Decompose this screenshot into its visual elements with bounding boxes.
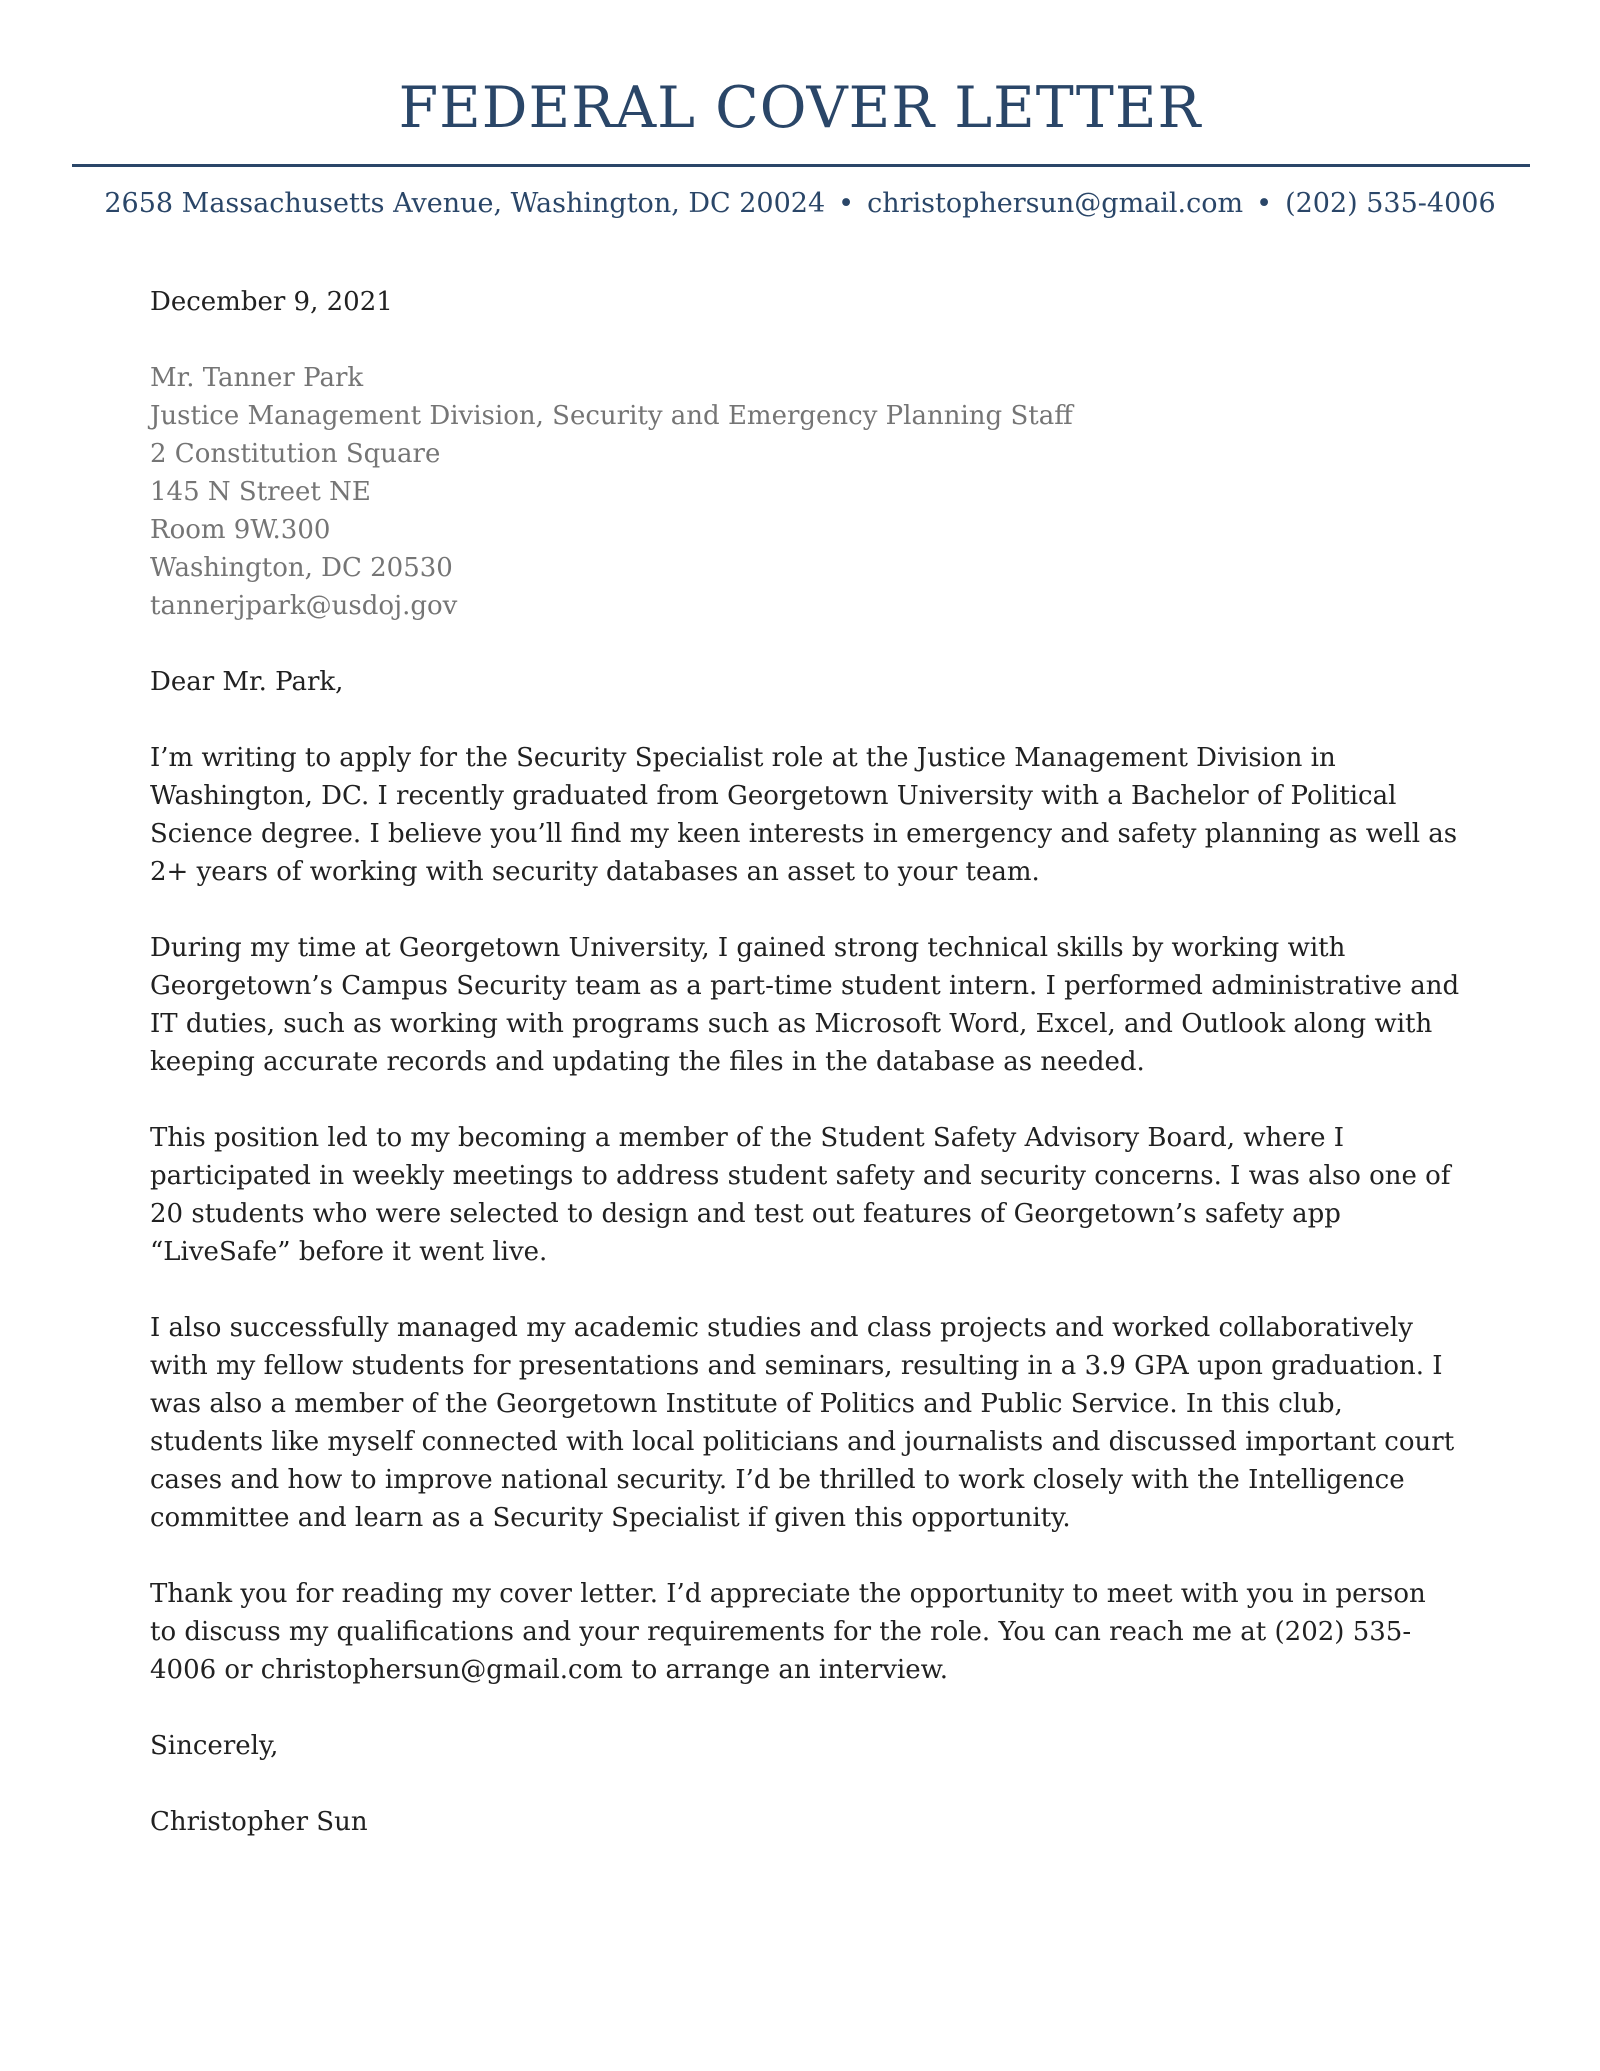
contact-info-line (0, 185, 1600, 223)
contact-email: christophersun@gmail.com (867, 188, 1244, 219)
recipient-address-block (150, 359, 1460, 625)
bullet-separator: • (838, 188, 855, 219)
recipient-line: 145 N Street NE (150, 477, 371, 507)
recipient-email-line: tannerjpark@usdoj.gov (150, 591, 458, 621)
recipient-line: Justice Management Division, Security and Emergency Planning Staff (150, 401, 1073, 431)
header-divider (72, 164, 1530, 167)
recipient-line: Washington, DC 20530 (150, 553, 453, 583)
letter-header (0, 75, 1600, 223)
signature-name: Christopher Sun (150, 1807, 368, 1837)
contact-address: 2658 Massachusetts Avenue, Washington, DC 20024 (104, 188, 826, 219)
bullet-separator: • (1256, 188, 1273, 219)
salutation: Dear Mr. Park, (150, 667, 344, 697)
body-paragraph: I also successfully managed my academic studies and class projects and worked collaboratively with my fellow students for presentations and seminars, resulting in a 3.9 GPA upon graduation. I was also a member of the Georgetown Institute of Politics and Public Service. In this club, students like myself connected with local politicians and journalists and discussed important court cases and how to improve national security. I’d be thrilled to work closely with the Intelligence committee and learn as a Security Specialist if given this opportunity. (150, 1313, 1455, 1533)
body-paragraph: I’m writing to apply for the Security Specialist role at the Justice Management Division in Washington, DC. I recently graduated from Georgetown University with a Bachelor of Political Science degree. I believe you’ll find my keen interests in emergency and safety planning as well as 2+ years of working with security databases an asset to your team. (150, 743, 1458, 887)
body-paragraph: Thank you for reading my cover letter. I’d appreciate the opportunity to meet with you in person to discuss my qualifications and your requirements for the role. You can reach me at (202) 535-4006 or christophersun@gmail.com to arrange an interview. (150, 1579, 1426, 1685)
page-title: FEDERAL COVER LETTER (398, 75, 1202, 141)
body-paragraph: This position led to my becoming a member of the Student Safety Advisory Board, where I participated in weekly meetings to address student safety and security concerns. I was also one of 20 students who were selected to design and test out features of Georgetown’s safety app “LiveSafe” before it went live. (150, 1123, 1451, 1267)
contact-phone: (202) 535-4006 (1285, 188, 1496, 219)
letter-body (150, 283, 1460, 1841)
recipient-line: 2 Constitution Square (150, 439, 441, 469)
closing: Sincerely, (150, 1731, 279, 1761)
recipient-line: Room 9W.300 (150, 515, 331, 545)
letter-date: December 9, 2021 (150, 287, 393, 317)
body-paragraph: During my time at Georgetown University, I gained strong technical skills by working with Georgetown’s Campus Security team as a part-time student intern. I performed administrative and IT duties, such as working with programs such as Microsoft Word, Excel, and Outlook along with keeping accurate records and updating the files in the database as needed. (150, 933, 1460, 1077)
recipient-name-line: Mr. Tanner Park (150, 363, 364, 393)
